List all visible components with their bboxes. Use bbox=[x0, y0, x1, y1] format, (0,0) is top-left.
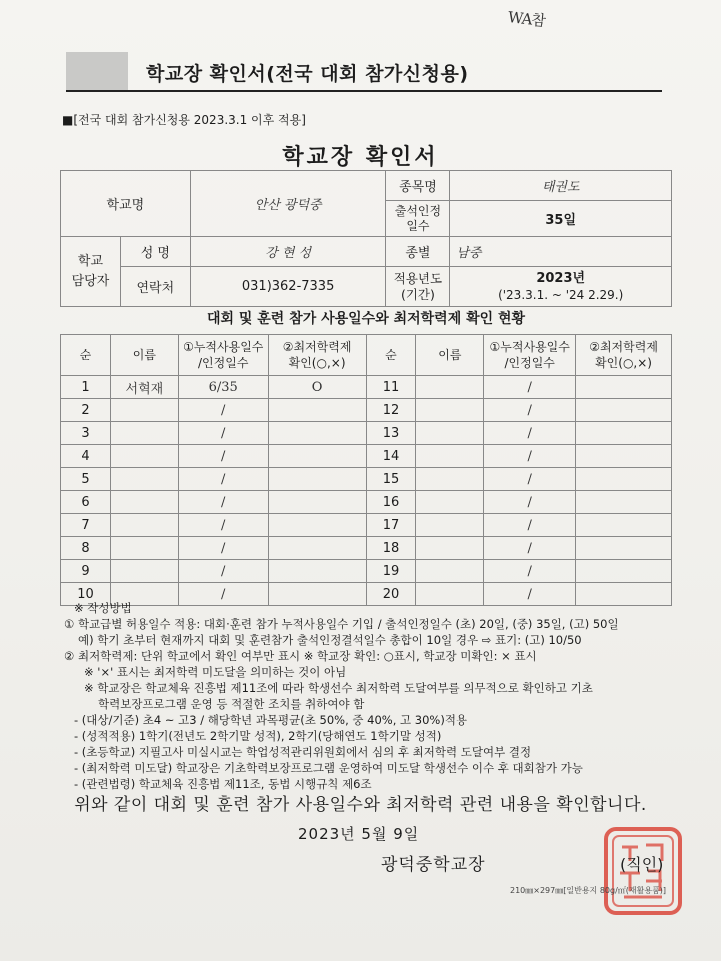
cell-no: 1 bbox=[61, 376, 111, 399]
cell-days: / bbox=[484, 376, 576, 399]
cell-no: 3 bbox=[61, 422, 111, 445]
handwritten-note: WA참 bbox=[507, 8, 546, 30]
cell-days: / bbox=[178, 422, 268, 445]
note-line: - (최저학력 미도달) 학교장은 기초학력보장프로그램 운영하여 미도달 학생선수 이수 후 대회참가 가능 bbox=[74, 761, 583, 775]
note-line: 학력보장프로그램 운영 등 적절한 조치를 취하여야 함 bbox=[98, 697, 365, 711]
cell-days: 6/35 bbox=[178, 376, 268, 399]
cell-check bbox=[576, 514, 672, 537]
cell-check bbox=[576, 560, 672, 583]
info-table bbox=[60, 170, 672, 307]
cell-name bbox=[110, 514, 178, 537]
cell-no: 10 bbox=[61, 583, 111, 606]
cell-check bbox=[268, 468, 366, 491]
cell-no: 4 bbox=[61, 445, 111, 468]
principal-name: 광덕중학교장 bbox=[381, 855, 486, 875]
cell-days: / bbox=[178, 537, 268, 560]
cell-name bbox=[110, 560, 178, 583]
header-title: 학교장 확인서(전국 대회 참가신청용) bbox=[146, 63, 469, 85]
cell-days: / bbox=[484, 560, 576, 583]
document-title: 학교장 확인서 bbox=[282, 145, 439, 170]
cell-check: O bbox=[268, 376, 366, 399]
cell-days: / bbox=[178, 399, 268, 422]
header-bar bbox=[66, 52, 662, 92]
records-row bbox=[61, 537, 672, 560]
cell-name bbox=[416, 399, 484, 422]
cell-no: 8 bbox=[61, 537, 111, 560]
cell-name bbox=[110, 445, 178, 468]
cell-no: 6 bbox=[61, 491, 111, 514]
cell-name bbox=[416, 445, 484, 468]
gender-label: 종별 bbox=[386, 237, 450, 267]
cell-days: / bbox=[484, 468, 576, 491]
cell-days: / bbox=[178, 560, 268, 583]
cell-check bbox=[268, 514, 366, 537]
school-value: 안산 광덕중 bbox=[190, 171, 386, 237]
cell-check bbox=[576, 422, 672, 445]
note-line: ※ '×' 표시는 최저학력 미도달을 의미하는 것이 아님 bbox=[84, 665, 347, 679]
cell-no: 2 bbox=[61, 399, 111, 422]
name-value: 강 현 성 bbox=[190, 237, 386, 267]
cell-no: 15 bbox=[366, 468, 416, 491]
cell-name bbox=[416, 560, 484, 583]
cell-name bbox=[416, 491, 484, 514]
cell-days: / bbox=[484, 422, 576, 445]
instructions bbox=[64, 600, 704, 792]
cell-check bbox=[576, 491, 672, 514]
note-line: - (성적적용) 1학기(전년도 2학기말 성적), 2학기(당해연도 1학기말 성적) bbox=[74, 729, 442, 743]
cell-no: 14 bbox=[366, 445, 416, 468]
col-header: 순 bbox=[61, 335, 111, 376]
cell-name bbox=[416, 468, 484, 491]
cell-check bbox=[576, 537, 672, 560]
cell-no: 11 bbox=[366, 376, 416, 399]
year-label: 적용년도 (기간) bbox=[386, 267, 450, 307]
cell-name bbox=[416, 422, 484, 445]
cell-check bbox=[268, 422, 366, 445]
staff-label: 학교 담당자 bbox=[61, 237, 121, 307]
note-line: - (초등학교) 지필고사 미실시교는 학업성적관리위원회에서 심의 후 최저학력 도달여부 결정 bbox=[74, 745, 532, 759]
note-line: - (대상/기준) 초4 ~ 고3 / 해당학년 과목평균(초 50%, 중 40%, 고 30%)적용 bbox=[74, 713, 468, 727]
cell-name bbox=[110, 491, 178, 514]
cell-no: 16 bbox=[366, 491, 416, 514]
cell-name bbox=[110, 399, 178, 422]
records-row bbox=[61, 491, 672, 514]
records-body bbox=[61, 376, 672, 606]
records-row bbox=[61, 422, 672, 445]
cell-days: / bbox=[484, 514, 576, 537]
issue-date: 2023년 5월 9일 bbox=[298, 825, 420, 843]
cell-name bbox=[110, 422, 178, 445]
school-label: 학교명 bbox=[61, 171, 191, 237]
note-line: ※ 학교장은 학교체육 진흥법 제11조에 따라 학생선수 최저학력 도달여부를 의무적으로 확인하고 기초 bbox=[84, 681, 593, 695]
col-header: 순 bbox=[366, 335, 416, 376]
sport-label: 종목명 bbox=[386, 171, 450, 201]
cell-check bbox=[268, 560, 366, 583]
contact-label: 연락처 bbox=[120, 267, 190, 307]
year-value: 2023년 bbox=[536, 270, 586, 286]
cell-check bbox=[268, 537, 366, 560]
cell-no: 12 bbox=[366, 399, 416, 422]
cell-check bbox=[576, 399, 672, 422]
records-row bbox=[61, 468, 672, 491]
cell-days: / bbox=[484, 399, 576, 422]
name-label: 성 명 bbox=[120, 237, 190, 267]
cell-check bbox=[576, 468, 672, 491]
records-row bbox=[61, 376, 672, 399]
cell-name bbox=[110, 468, 178, 491]
cell-days: / bbox=[484, 491, 576, 514]
attend-label: 출석인정 일수 bbox=[386, 201, 450, 237]
col-header: ①누적사용일수 /인정일수 bbox=[178, 335, 268, 376]
cell-days: / bbox=[178, 491, 268, 514]
cell-name bbox=[416, 376, 484, 399]
sport-value: 태권도 bbox=[450, 171, 672, 201]
cell-no: 17 bbox=[366, 514, 416, 537]
col-header: ②최저학력제 확인(○,×) bbox=[576, 335, 672, 376]
contact-value: 031)362-7335 bbox=[190, 267, 386, 307]
cell-days: / bbox=[178, 514, 268, 537]
col-header: ①누적사용일수 /인정일수 bbox=[484, 335, 576, 376]
records-header-row bbox=[61, 335, 672, 376]
cell-check bbox=[268, 491, 366, 514]
cell-no: 20 bbox=[366, 583, 416, 606]
note-line: ① 학교급별 허용일수 적용: 대회·훈련 참가 누적사용일수 기입 / 출석인정일수 (초) 20일, (중) 35일, (고) 50일 bbox=[64, 617, 619, 631]
cell-no: 13 bbox=[366, 422, 416, 445]
note-line: - (관련법령) 학교체육 진흥법 제11조, 동법 시행규칙 제6조 bbox=[74, 777, 372, 791]
records-row bbox=[61, 399, 672, 422]
cell-days: / bbox=[178, 468, 268, 491]
col-header: 이름 bbox=[416, 335, 484, 376]
records-table bbox=[60, 334, 672, 606]
cell-days: / bbox=[484, 583, 576, 606]
col-header: 이름 bbox=[110, 335, 178, 376]
cell-name: 서혁재 bbox=[110, 376, 178, 399]
paper-spec: 210㎜×297㎜[일반용지 80g/㎡(재활용품)] bbox=[510, 886, 667, 895]
records-row bbox=[61, 445, 672, 468]
year-cell bbox=[450, 267, 672, 307]
cell-name bbox=[416, 514, 484, 537]
records-row bbox=[61, 560, 672, 583]
cell-days: / bbox=[484, 537, 576, 560]
cell-no: 7 bbox=[61, 514, 111, 537]
attend-value: 35일 bbox=[450, 201, 672, 237]
cell-days: / bbox=[178, 445, 268, 468]
period-value: ('23.3.1. ~ '24 2.29.) bbox=[498, 287, 624, 302]
cell-no: 19 bbox=[366, 560, 416, 583]
cell-days: / bbox=[484, 445, 576, 468]
confirmation-statement: 위와 같이 대회 및 훈련 참가 사용일수와 최저학력 관련 내용을 확인합니다. bbox=[74, 795, 647, 815]
note-line: ② 최저학력제: 단위 학교에서 확인 여부만 표시 ※ 학교장 확인: ○표시, 학교장 미확인: × 표시 bbox=[64, 649, 537, 663]
cell-check bbox=[268, 445, 366, 468]
cell-name bbox=[110, 537, 178, 560]
notes-heading: ※ 작성방법 bbox=[74, 601, 132, 615]
status-title: 대회 및 훈련 참가 사용일수와 최저학력제 확인 현황 bbox=[206, 311, 526, 327]
cell-name bbox=[416, 537, 484, 560]
gender-value: 남중 bbox=[450, 237, 672, 267]
header-grey-block bbox=[66, 52, 128, 90]
records-row bbox=[61, 514, 672, 537]
col-header: ②최저학력제 확인(○,×) bbox=[268, 335, 366, 376]
cell-days: / bbox=[178, 583, 268, 606]
cell-no: 9 bbox=[61, 560, 111, 583]
seal-label: (직인) bbox=[620, 855, 664, 874]
cell-check bbox=[268, 399, 366, 422]
cell-check bbox=[576, 445, 672, 468]
cell-no: 18 bbox=[366, 537, 416, 560]
cell-no: 5 bbox=[61, 468, 111, 491]
note-line: 예) 학기 초부터 현재까지 대회 및 훈련참가 출석인정결석일수 총합이 10일 경우 ⇨ 표기: (고) 10/50 bbox=[78, 633, 582, 647]
form-subtag: ■[전국 대회 참가신청용 2023.3.1 이후 적용] bbox=[62, 113, 306, 127]
cell-check bbox=[576, 376, 672, 399]
